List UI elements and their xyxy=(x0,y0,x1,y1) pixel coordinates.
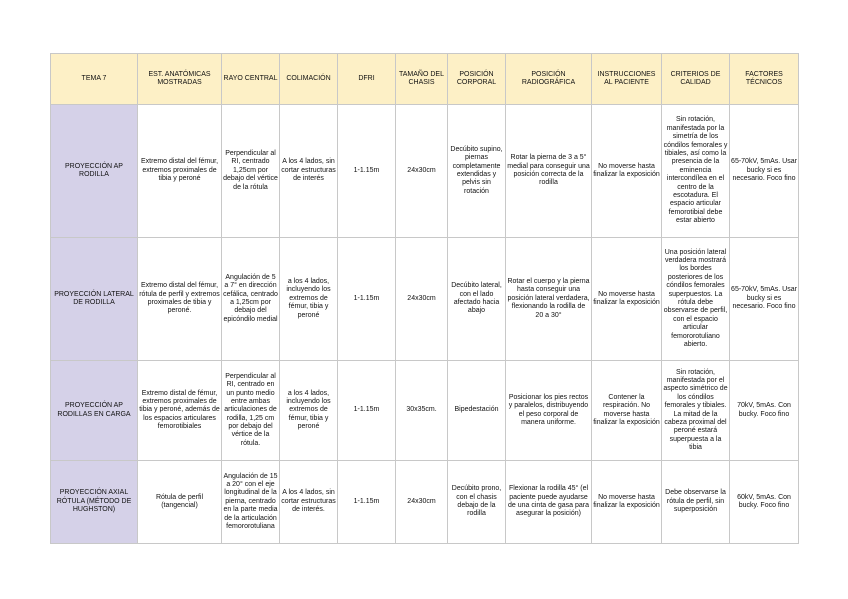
table-cell: Extremo distal de fémur, extremos proximales de tibia y peroné, además de los espacios articulares femorotibiales xyxy=(138,361,222,461)
table-cell: No moverse hasta finalizar la exposición xyxy=(592,105,662,238)
header-cell-chasis: TAMAÑO DEL CHASIS xyxy=(396,54,448,105)
table-cell: 1-1.15m xyxy=(338,361,396,461)
header-cell-colimacion: COLIMACIÓN xyxy=(280,54,338,105)
table-cell: A los 4 lados, sin cortar estructuras de interés. xyxy=(280,461,338,544)
table-cell: 24x30cm xyxy=(396,105,448,238)
table-cell: Rotar el cuerpo y la pierna hasta conseguir una posición lateral verdadera, flexionando la rodilla de 20 a 30° xyxy=(506,238,592,361)
header-cell-criterios: CRITERIOS DE CALIDAD xyxy=(662,54,730,105)
table-cell: 1-1.15m xyxy=(338,461,396,544)
table-cell: Posicionar los pies rectos y paralelos, distribuyendo el peso corporal de manera uniforme. xyxy=(506,361,592,461)
header-cell-posicion-radiografica: POSICIÓN RADIOGRÁFICA xyxy=(506,54,592,105)
table-cell: Debe observarse la rótula de perfil, sin superposición xyxy=(662,461,730,544)
header-cell-dfri: DFRI xyxy=(338,54,396,105)
table-cell: 30x35cm. xyxy=(396,361,448,461)
table-cell: 1-1.15m xyxy=(338,105,396,238)
table-cell: Decúbito supino, piernas completamente extendidas y pelvis sin rotación xyxy=(448,105,506,238)
table-cell: Perpendicular al RI, centrado 1,25cm por debajo del vértice de la rótula xyxy=(222,105,280,238)
projection-name-cell: PROYECCIÓN AXIAL RÓTULA (MÉTODO DE HUGHSTON) xyxy=(51,461,138,544)
radiography-protocol-table xyxy=(50,53,799,544)
table-cell: 65-70kV, 5mAs. Usar bucky si es necesario. Foco fino xyxy=(730,105,799,238)
header-cell-estructuras: EST. ANATÓMICAS MOSTRADAS xyxy=(138,54,222,105)
table-row xyxy=(51,461,799,544)
table-cell: 24x30cm xyxy=(396,461,448,544)
table-cell: 65-70kV, 5mAs. Usar bucky si es necesario. Foco fino xyxy=(730,238,799,361)
table-cell: 70kV, 5mAs. Con bucky. Foco fino xyxy=(730,361,799,461)
header-cell-factores: FACTORES TÉCNICOS xyxy=(730,54,799,105)
protocol-table-container xyxy=(50,53,798,544)
header-cell-instrucciones: INSTRUCCIONES AL PACIENTE xyxy=(592,54,662,105)
table-cell: Rótula de perfil (tangencial) xyxy=(138,461,222,544)
table-cell: 60kV, 5mAs. Con bucky. Foco fino xyxy=(730,461,799,544)
table-cell: Angulación de 15 a 20° con el eje longitudinal de la pierna, centrado en la parte media de la articulación femororotuliana xyxy=(222,461,280,544)
header-cell-tema: TEMA 7 xyxy=(51,54,138,105)
table-cell: Contener la respiración. No moverse hasta finalizar la exposición xyxy=(592,361,662,461)
table-cell: Flexionar la rodilla 45° (el paciente puede ayudarse de una cinta de gasa para asegurar la posición) xyxy=(506,461,592,544)
table-cell: No moverse hasta finalizar la exposición xyxy=(592,238,662,361)
table-cell: Angulación de 5 a 7° en dirección cefálica, centrado a 1,25cm por debajo del epicóndilo medial xyxy=(222,238,280,361)
projection-name-cell: PROYECCIÓN AP RODILLAS EN CARGA xyxy=(51,361,138,461)
table-row xyxy=(51,105,799,238)
table-cell: a los 4 lados, incluyendo los extremos de fémur, tibia y peroné xyxy=(280,361,338,461)
table-row xyxy=(51,361,799,461)
table-cell: Sin rotación, manifestada por la simetría de los cóndilos femorales y tibiales, así como la presencia de la eminencia intercondílea en el centro de la escotadura. El espacio articular femorotibial debe estar abierto xyxy=(662,105,730,238)
table-cell: Bipedestación xyxy=(448,361,506,461)
table-cell: Extremo distal del fémur, rótula de perfil y extremos proximales de tibia y peroné. xyxy=(138,238,222,361)
table-cell: 1-1.15m xyxy=(338,238,396,361)
table-cell: No moverse hasta finalizar la exposición xyxy=(592,461,662,544)
header-row xyxy=(51,54,799,105)
projection-name-cell: PROYECCIÓN LATERAL DE RODILLA xyxy=(51,238,138,361)
projection-name-cell: PROYECCIÓN AP RODILLA xyxy=(51,105,138,238)
table-cell: a los 4 lados, incluyendo los extremos de fémur, tibia y peroné xyxy=(280,238,338,361)
table-cell: Decúbito prono, con el chasis debajo de la rodilla xyxy=(448,461,506,544)
table-cell: Decúbito lateral, con el lado afectado hacia abajo xyxy=(448,238,506,361)
table-cell: Sin rotación, manifestada por el aspecto simétrico de los cóndilos femorales y tibiales. La mitad de la cabeza proximal del peroné estará superpuesta a la tibia xyxy=(662,361,730,461)
table-cell: 24x30cm xyxy=(396,238,448,361)
table-cell: Perpendicular al RI, centrado en un punto medio entre ambas articulaciones de rodilla, 1,25 cm por debajo del vértice de la rótula. xyxy=(222,361,280,461)
table-row xyxy=(51,238,799,361)
table-cell: Una posición lateral verdadera mostrará los bordes posteriores de los cóndilos femorales superpuestos. La rótula debe observarse de perfil, con el espacio articular femororotuliano abierto. xyxy=(662,238,730,361)
table-cell: Extremo distal del fémur, extremos proximales de tibia y peroné xyxy=(138,105,222,238)
header-cell-rayo-central: RAYO CENTRAL xyxy=(222,54,280,105)
header-cell-posicion-corporal: POSICIÓN CORPORAL xyxy=(448,54,506,105)
table-cell: A los 4 lados, sin cortar estructuras de interés xyxy=(280,105,338,238)
table-cell: Rotar la pierna de 3 a 5° medial para conseguir una posición correcta de la rodilla xyxy=(506,105,592,238)
